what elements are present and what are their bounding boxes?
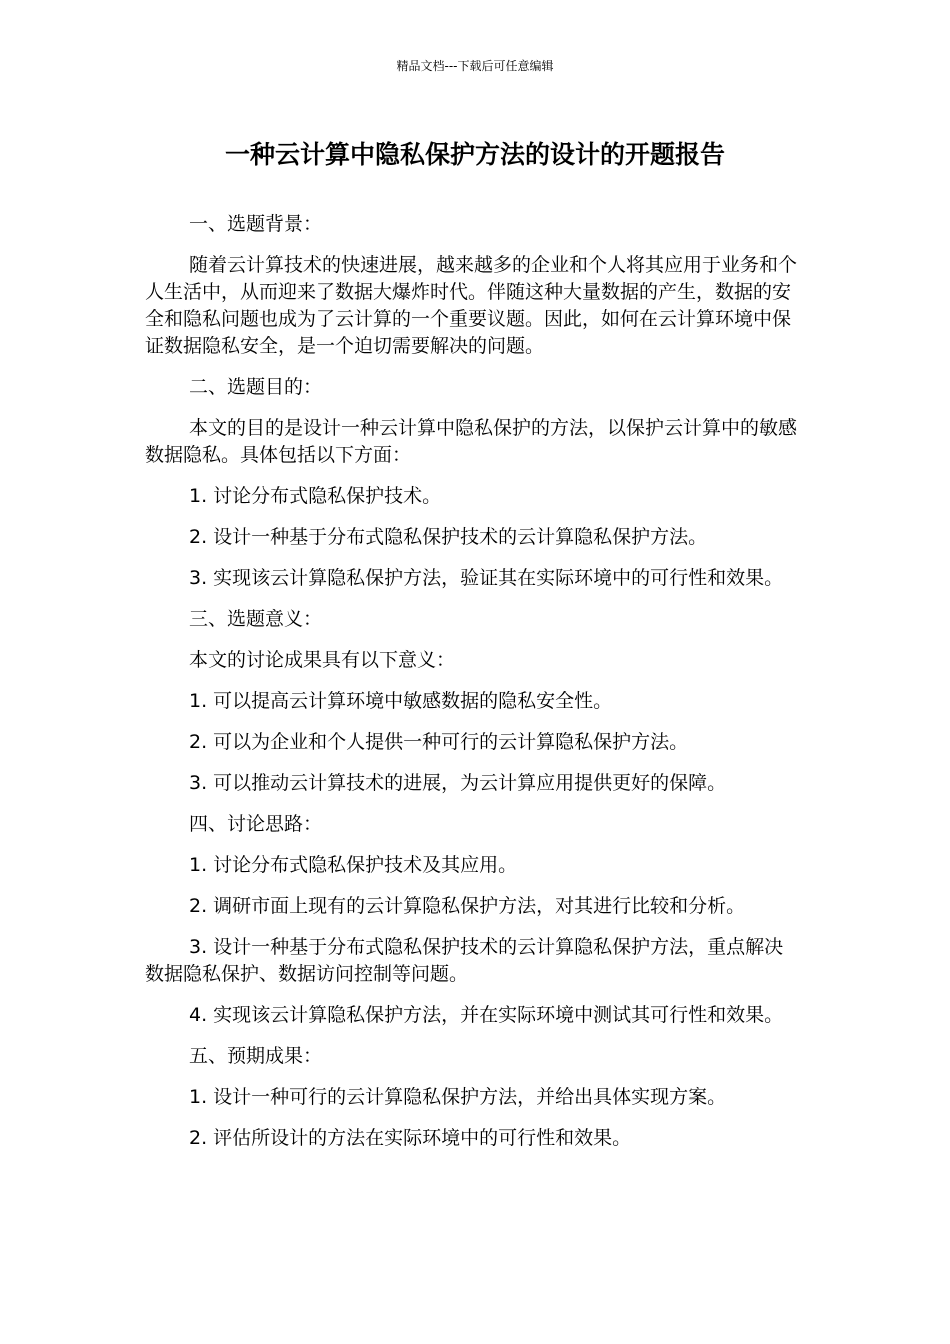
section-heading-background: 一、选题背景：	[189, 213, 323, 235]
document-body	[145, 211, 801, 1166]
list-item-approach-1: 1. 讨论分布式隐私保护技术及其应用。	[189, 854, 518, 876]
paragraph-significance: 本文的讨论成果具有以下意义：	[189, 649, 456, 671]
list-item-purpose-1: 1. 讨论分布式隐私保护技术。	[189, 485, 442, 507]
list-item-significance-1: 1. 可以提高云计算环境中敏感数据的隐私安全性。	[189, 690, 613, 712]
page-header: 精品文档---下载后可任意编辑	[396, 59, 554, 73]
document-title: 一种云计算中隐私保护方法的设计的开题报告	[224, 140, 725, 169]
list-item-purpose-2: 2. 设计一种基于分布式隐私保护技术的云计算隐私保护方法。	[189, 526, 708, 548]
list-item-significance-3: 3. 可以推动云计算技术的进展，为云计算应用提供更好的保障。	[189, 772, 727, 794]
list-item-significance-2: 2. 可以为企业和个人提供一种可行的云计算隐私保护方法。	[189, 731, 689, 753]
section-heading-purpose: 二、选题目的：	[189, 376, 323, 398]
section-heading-approach: 四、讨论思路：	[189, 813, 323, 835]
paragraph-background: 随着云计算技术的快速进展，越来越多的企业和个人将其应用于业务和个人生活中，从而迎来了数据大爆炸时代。伴随这种大量数据的产生，数据的安全和隐私问题也成为了云计算的一个重要议题。因此，如何在云计算环境中保证数据隐私安全，是一个迫切需要解决的问题。	[145, 254, 798, 357]
section-heading-significance: 三、选题意义：	[189, 608, 323, 630]
list-item-approach-4: 4. 实现该云计算隐私保护方法，并在实际环境中测试其可行性和效果。	[189, 1004, 784, 1026]
section-heading-outcomes: 五、预期成果：	[189, 1045, 323, 1067]
paragraph-purpose: 本文的目的是设计一种云计算中隐私保护的方法，以保护云计算中的敏感数据隐私。具体包括以下方面：	[145, 417, 798, 466]
list-item-purpose-3: 3. 实现该云计算隐私保护方法，验证其在实际环境中的可行性和效果。	[189, 567, 784, 589]
list-item-approach-2: 2. 调研市面上现有的云计算隐私保护方法，对其进行比较和分析。	[189, 895, 746, 917]
list-item-approach-3: 3. 设计一种基于分布式隐私保护技术的云计算隐私保护方法，重点解决数据隐私保护、数据访问控制等问题。	[145, 936, 784, 985]
list-item-outcomes-1: 1. 设计一种可行的云计算隐私保护方法，并给出具体实现方案。	[189, 1086, 727, 1108]
list-item-outcomes-2: 2. 评估所设计的方法在实际环境中的可行性和效果。	[189, 1127, 632, 1149]
